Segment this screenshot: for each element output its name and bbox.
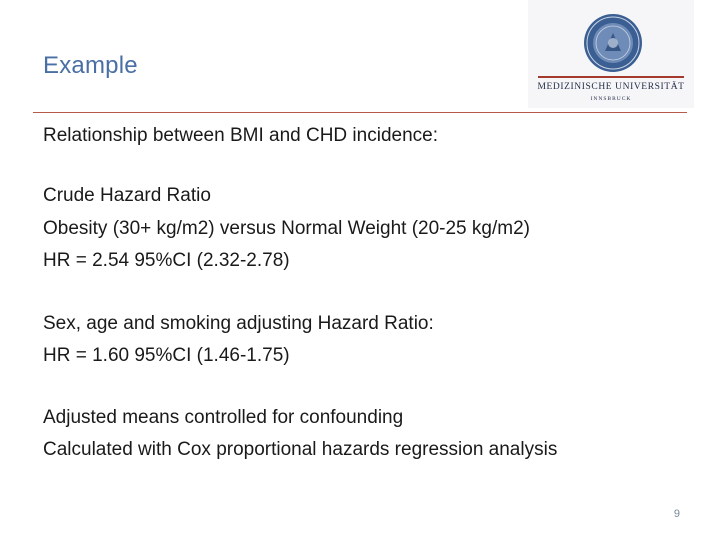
crude-result: HR = 2.54 95%CI (2.32-2.78) bbox=[43, 250, 290, 271]
crude-heading: Crude Hazard Ratio bbox=[43, 185, 211, 206]
adjusted-heading: Sex, age and smoking adjusting Hazard Ratio: bbox=[43, 313, 434, 334]
adjusted-result: HR = 1.60 95%CI (1.46-1.75) bbox=[43, 345, 290, 366]
logo-university-name: MEDIZINISCHE UNIVERSITÄT bbox=[537, 82, 685, 92]
university-seal-icon bbox=[583, 13, 643, 73]
title-divider bbox=[33, 112, 687, 113]
crude-comparison: Obesity (30+ kg/m2) versus Normal Weight (20-25 kg/m2) bbox=[43, 218, 530, 239]
university-logo bbox=[528, 0, 694, 108]
logo-city: INNSBRUCK bbox=[590, 96, 632, 102]
note-confounding: Adjusted means controlled for confounding bbox=[43, 407, 404, 428]
page-number: 9 bbox=[673, 508, 680, 520]
intro-text: Relationship between BMI and CHD incidence: bbox=[43, 125, 438, 146]
note-cox-regression: Calculated with Cox proportional hazards regression analysis bbox=[43, 439, 558, 460]
slide-title: Example bbox=[43, 52, 138, 79]
logo-divider bbox=[538, 76, 684, 78]
